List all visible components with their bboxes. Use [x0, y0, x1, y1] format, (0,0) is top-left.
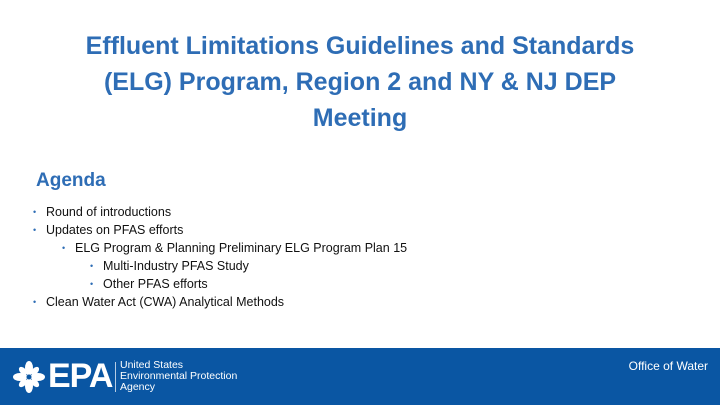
- list-item: [0, 203, 720, 221]
- bullet-icon: •: [33, 297, 37, 307]
- agency-line-2: Environmental Protection: [120, 370, 238, 382]
- epa-flower-icon: [12, 361, 46, 393]
- list-item: [0, 221, 720, 239]
- list-item-text: Updates on PFAS efforts: [46, 223, 184, 237]
- title-line-1: Effluent Limitations Guidelines and Standards: [85, 32, 635, 60]
- list-item: [0, 293, 720, 311]
- list-item-text: Round of introductions: [46, 205, 172, 219]
- list-item-text: Multi-Industry PFAS Study: [103, 259, 249, 273]
- agency-line-1: United States: [120, 359, 184, 371]
- agenda-list: [0, 203, 720, 311]
- logo-divider: [115, 362, 116, 392]
- list-item: [0, 275, 720, 293]
- bullet-icon: •: [62, 243, 66, 253]
- bullet-icon: •: [33, 207, 37, 217]
- title-line-2: (ELG) Program, Region 2 and NY & NJ DEP: [103, 68, 617, 96]
- list-item: [0, 257, 720, 275]
- agency-name: [120, 360, 237, 393]
- title-line-3: Meeting: [312, 104, 408, 132]
- agenda-heading: Agenda: [36, 170, 106, 191]
- list-item-text: ELG Program & Planning Preliminary ELG Program Plan 15: [75, 241, 408, 255]
- bullet-icon: •: [33, 225, 37, 235]
- epa-logo-text: EPA: [48, 357, 113, 395]
- slide-title: [40, 28, 680, 136]
- bullet-icon: •: [90, 279, 94, 289]
- list-item: [0, 239, 720, 257]
- bullet-icon: •: [90, 261, 94, 271]
- office-label: Office of Water: [628, 359, 708, 373]
- footer-bar: [0, 348, 720, 405]
- list-item-text: Other PFAS efforts: [103, 277, 208, 291]
- agency-line-3: Agency: [120, 381, 156, 393]
- list-item-text: Clean Water Act (CWA) Analytical Methods: [46, 295, 285, 309]
